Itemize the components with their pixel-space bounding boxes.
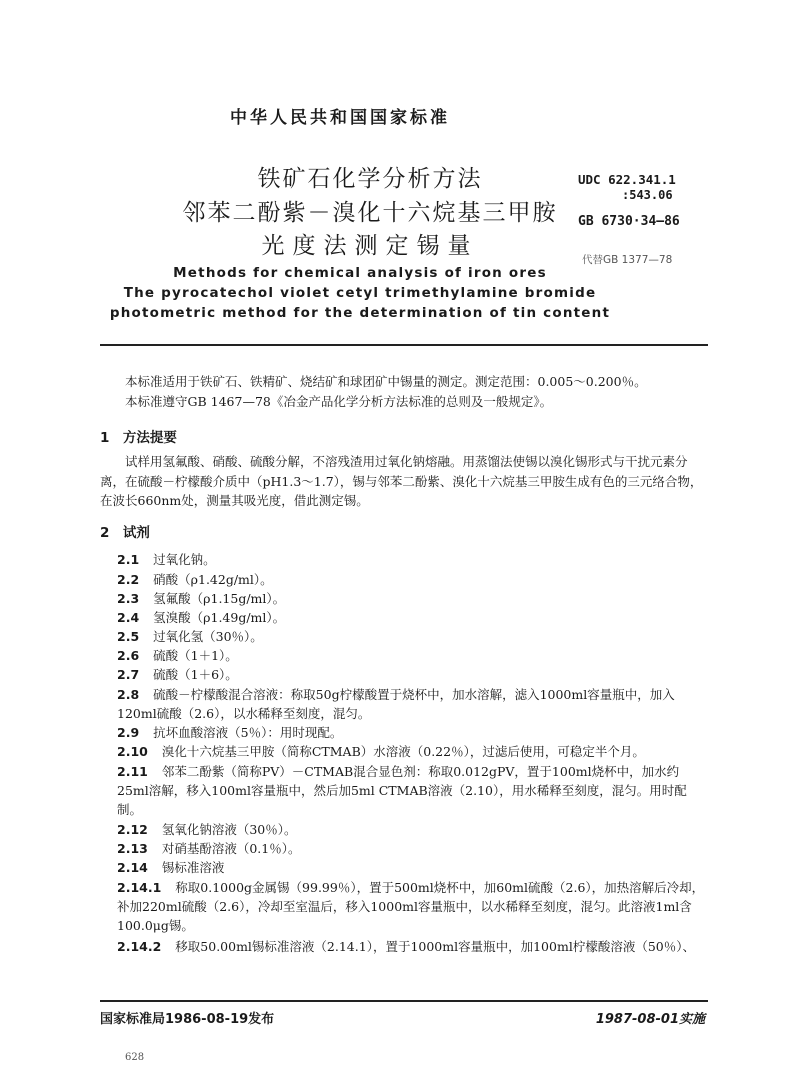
item-text: 抗坏血酸溶液（5％）：用时现配。 — [153, 725, 343, 740]
item-text: 硝酸（ρ1.42g/ml）。 — [153, 572, 273, 587]
item-number: 2.13 — [117, 841, 148, 856]
title-zh-line-2: 邻苯二酚紫－溴化十六烷基三甲胺 — [182, 200, 558, 226]
title-zh-line-3: 光度法测定锡量 — [261, 233, 479, 259]
intro-compliance: 本标准遵守GB 1467—78《冶金产品化学分析方法标准的总则及一般规定》。 — [125, 394, 553, 409]
reagent-item — [117, 550, 707, 569]
reagent-item — [117, 723, 707, 742]
replaces-note: 代替GB 1377—78 — [582, 254, 673, 266]
section-2-heading: 2 试剂 — [100, 525, 150, 541]
national-standard-heading: 中华人民共和国国家标准 — [230, 108, 450, 128]
item-number: 2.12 — [117, 822, 148, 837]
reagent-item — [117, 742, 707, 761]
title-en-line-1: Methods for chemical analysis of iron ores — [173, 265, 547, 281]
reagent-item — [117, 820, 707, 839]
reagent-item — [117, 937, 707, 956]
item-number: 2.4 — [117, 610, 140, 625]
item-text: 溴化十六烷基三甲胺（简称CTMAB）水溶液（0.22％），过滤后使用，可稳定半个月。 — [161, 744, 645, 759]
title-zh-line-1: 铁矿石化学分析方法 — [257, 166, 483, 192]
item-text: 过氧化钠。 — [153, 552, 216, 567]
item-number: 2.8 — [117, 687, 140, 702]
item-text: 硫酸（1＋6）。 — [153, 667, 238, 682]
item-text: 过氧化氢（30％）。 — [153, 629, 263, 644]
section-1-heading: 1 方法提要 — [100, 430, 177, 446]
item-number: 2.14.1 — [117, 880, 162, 895]
item-text: 邻苯二酚紫（简称PV）－CTMAB混合显色剂：称取0.012gPV，置于100ml烧杯中，加水约25ml溶解，移入100ml容量瓶中，然后加5ml CTMAB溶液（2.10），用水稀释至刻度，混匀。用时配制。 — [117, 764, 687, 817]
item-text: 锡标准溶液 — [161, 860, 225, 875]
item-number: 2.2 — [117, 572, 140, 587]
item-text: 硫酸（1＋1）。 — [153, 648, 238, 663]
reagent-item — [117, 762, 707, 819]
section-1-body: 试样用氢氟酸、硝酸、硫酸分解，不溶残渣用过氧化钠熔融。用蒸馏法使锡以溴化锡形式与干扰元素分离，在硫酸－柠檬酸介质中（pH1.3～1.7），锡与邻苯二酚紫、溴化十六烷基三甲胺生成有色的三元络合物，在波长660nm处，测量其吸光度，借此测定锡。 — [100, 454, 703, 508]
item-number: 2.14 — [117, 860, 148, 875]
issue-date: 国家标准局1986-08-19发布 — [100, 1012, 275, 1027]
reagent-item — [117, 878, 707, 935]
effective-date: 1987-08-01实施 — [595, 1012, 705, 1027]
item-text: 对硝基酚溶液（0.1％）。 — [161, 841, 301, 856]
item-text: 硫酸－柠檬酸混合溶液：称取50g柠檬酸置于烧杯中，加水溶解，滤入1000ml容量瓶中，加入120ml硫酸（2.6），以水稀释至刻度，混匀。 — [117, 687, 675, 721]
reagent-item — [117, 608, 707, 627]
udc-code: UDC 622.341.1 — [578, 172, 676, 187]
item-number: 2.7 — [117, 667, 140, 682]
item-number: 2.6 — [117, 648, 140, 663]
udc-code-continuation: :543.06 — [622, 188, 673, 202]
item-number: 2.1 — [117, 552, 140, 567]
item-text: 称取0.1000g金属锡（99.99％），置于500ml烧杯中，加60ml硫酸（2.6），加热溶解后冷却，补加220ml硫酸（2.6），冷却至室温后，移入1000ml容量瓶中，以水稀释至刻度，混匀。此溶液1ml含100.0μg锡。 — [117, 880, 705, 933]
reagent-item — [117, 646, 707, 665]
reagent-item — [117, 839, 707, 858]
reagent-item — [117, 665, 707, 684]
item-text: 氢氟酸（ρ1.15g/ml）。 — [153, 591, 286, 606]
reagent-item — [117, 685, 707, 723]
item-number: 2.5 — [117, 629, 140, 644]
footer-divider — [100, 1000, 708, 1002]
item-text: 氢氧化钠溶液（30％）。 — [161, 822, 297, 837]
title-en-line-3: photometric method for the determination of tin content — [109, 305, 611, 321]
reagent-item — [117, 570, 707, 589]
item-text: 移取50.00ml锡标准溶液（2.14.1），置于1000ml容量瓶中，加100ml柠檬酸溶液（50％）、 — [175, 939, 695, 954]
page-number: 628 — [125, 1052, 145, 1063]
header-divider — [100, 344, 708, 346]
intro-scope: 本标准适用于铁矿石、铁精矿、烧结矿和球团矿中锡量的测定。测定范围：0.005～0.200％。 — [125, 374, 647, 389]
item-number: 2.14.2 — [117, 939, 162, 954]
item-number: 2.11 — [117, 764, 148, 779]
item-number: 2.9 — [117, 725, 140, 740]
item-number: 2.10 — [117, 744, 148, 759]
item-text: 氢溴酸（ρ1.49g/ml）。 — [153, 610, 286, 625]
title-en-line-2: The pyrocatechol violet cetyl trimethylamine bromide — [123, 285, 597, 301]
item-number: 2.3 — [117, 591, 140, 606]
reagent-item — [117, 858, 707, 877]
gb-number: GB 6730·34—86 — [578, 214, 680, 229]
reagent-item — [117, 589, 707, 608]
reagent-item — [117, 627, 707, 646]
